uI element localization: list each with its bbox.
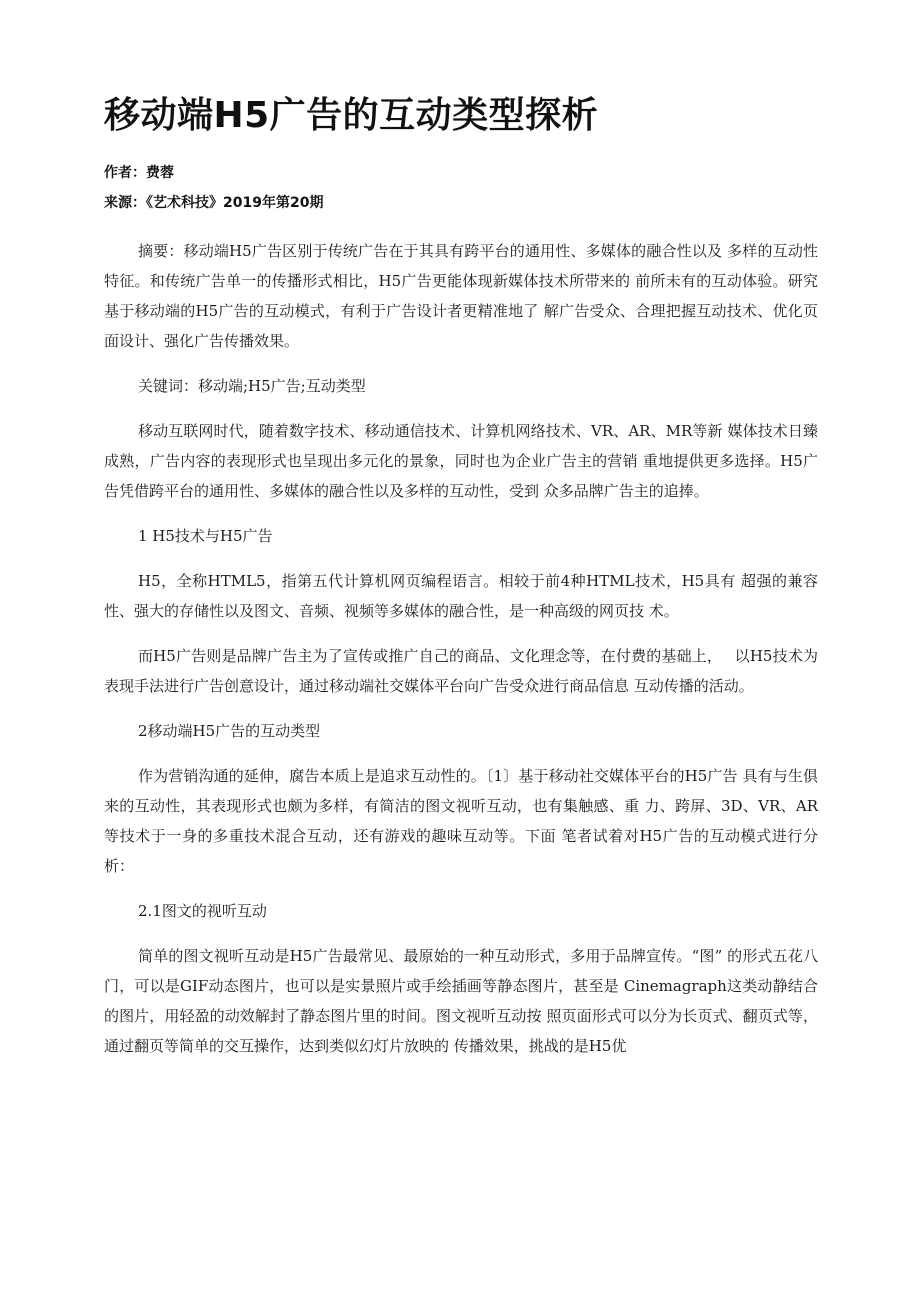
- section-heading-2: 2移动端H5广告的互动类型: [138, 722, 321, 740]
- article-title: 移动端H5广告的互动类型探析: [104, 95, 599, 136]
- intro-paragraph: 移动互联网时代，随着数字技术、移动通信技术、计算机网络技术、VR、AR、MR等新 媒体技术日臻成熟，广告内容的表现形式也呈现出多元化的景象，同时也为企业广告主的营销 重地提供更多选择。H5广告凭借跨平台的通用性、多媒体的融合性以及多样的互动性，受到 众多品牌广告主的追捧。: [104, 422, 818, 500]
- body-paragraph: 作为营销沟通的延伸，腐告本质上是追求互动性的。〔1〕基于移动社交媒体平台的H5广告 具有与生俱来的互动性，其表现形式也颇为多样，有简洁的图文视听互动，也有集触感、重 力、跨屏、3D、VR、AR等技术于一身的多重技术混合互动，还有游戏的趣味互动等。下面 笔者试着对H5广告的互动模式进行分析：: [104, 767, 818, 875]
- abstract-paragraph: 摘要：移动端H5广告区别于传统广告在于其具有跨平台的通用性、多媒体的融合性以及 多样的互动性特征。和传统广告单一的传播形式相比，H5广告更能体现新媒体技术所带来的 前所未有的互动体验。研究基于移动端的H5广告的互动模式，有利于广告设计者更精准地了 解广告受众、合理把握互动技术、优化页面设计、强化广告传播效果。: [104, 242, 818, 350]
- author-line: 作者：费蓉: [104, 165, 174, 181]
- body-paragraph: 简单的图文视听互动是H5广告最常见、最原始的一种互动形式，多用于品牌宣传。“图” 的形式五花八门，可以是GIF动态图片，也可以是实景照片或手绘插画等静态图片，甚至是 Cinemagraph这类动静结合的图片，用轻盈的动效解封了静态图片里的时间。图文视听互动按 照页面形式可以分为长页式、翻页式等，通过翻页等简单的交互操作，达到类似幻灯片放映的 传播效果，挑战的是H5优: [104, 947, 818, 1055]
- section-heading-2-1: 2.1图文的视听互动: [138, 902, 267, 920]
- body-paragraph: H5，全称HTML5，指第五代计算机网页编程语言。相较于前4种HTML技术，H5具有 超强的兼容性、强大的存储性以及图文、音频、视频等多媒体的融合性，是一种高级的网页技 术。: [104, 572, 818, 620]
- section-heading-1: 1 H5技术与H5广告: [138, 527, 273, 545]
- source-line: 来源：《艺术科技》2019年第20期: [104, 195, 324, 211]
- article-body: [104, 236, 818, 1076]
- keywords-paragraph: 关键词：移动端;H5广告;互动类型: [138, 377, 366, 395]
- body-paragraph: 而H5广告则是品牌广告主为了宣传或推广自己的商品、文化理念等，在付费的基础上， 以H5技术为表现手法进行广告创意设计，通过移动端社交媒体平台向广告受众进行商品信息 互动传播的活动。: [104, 647, 818, 695]
